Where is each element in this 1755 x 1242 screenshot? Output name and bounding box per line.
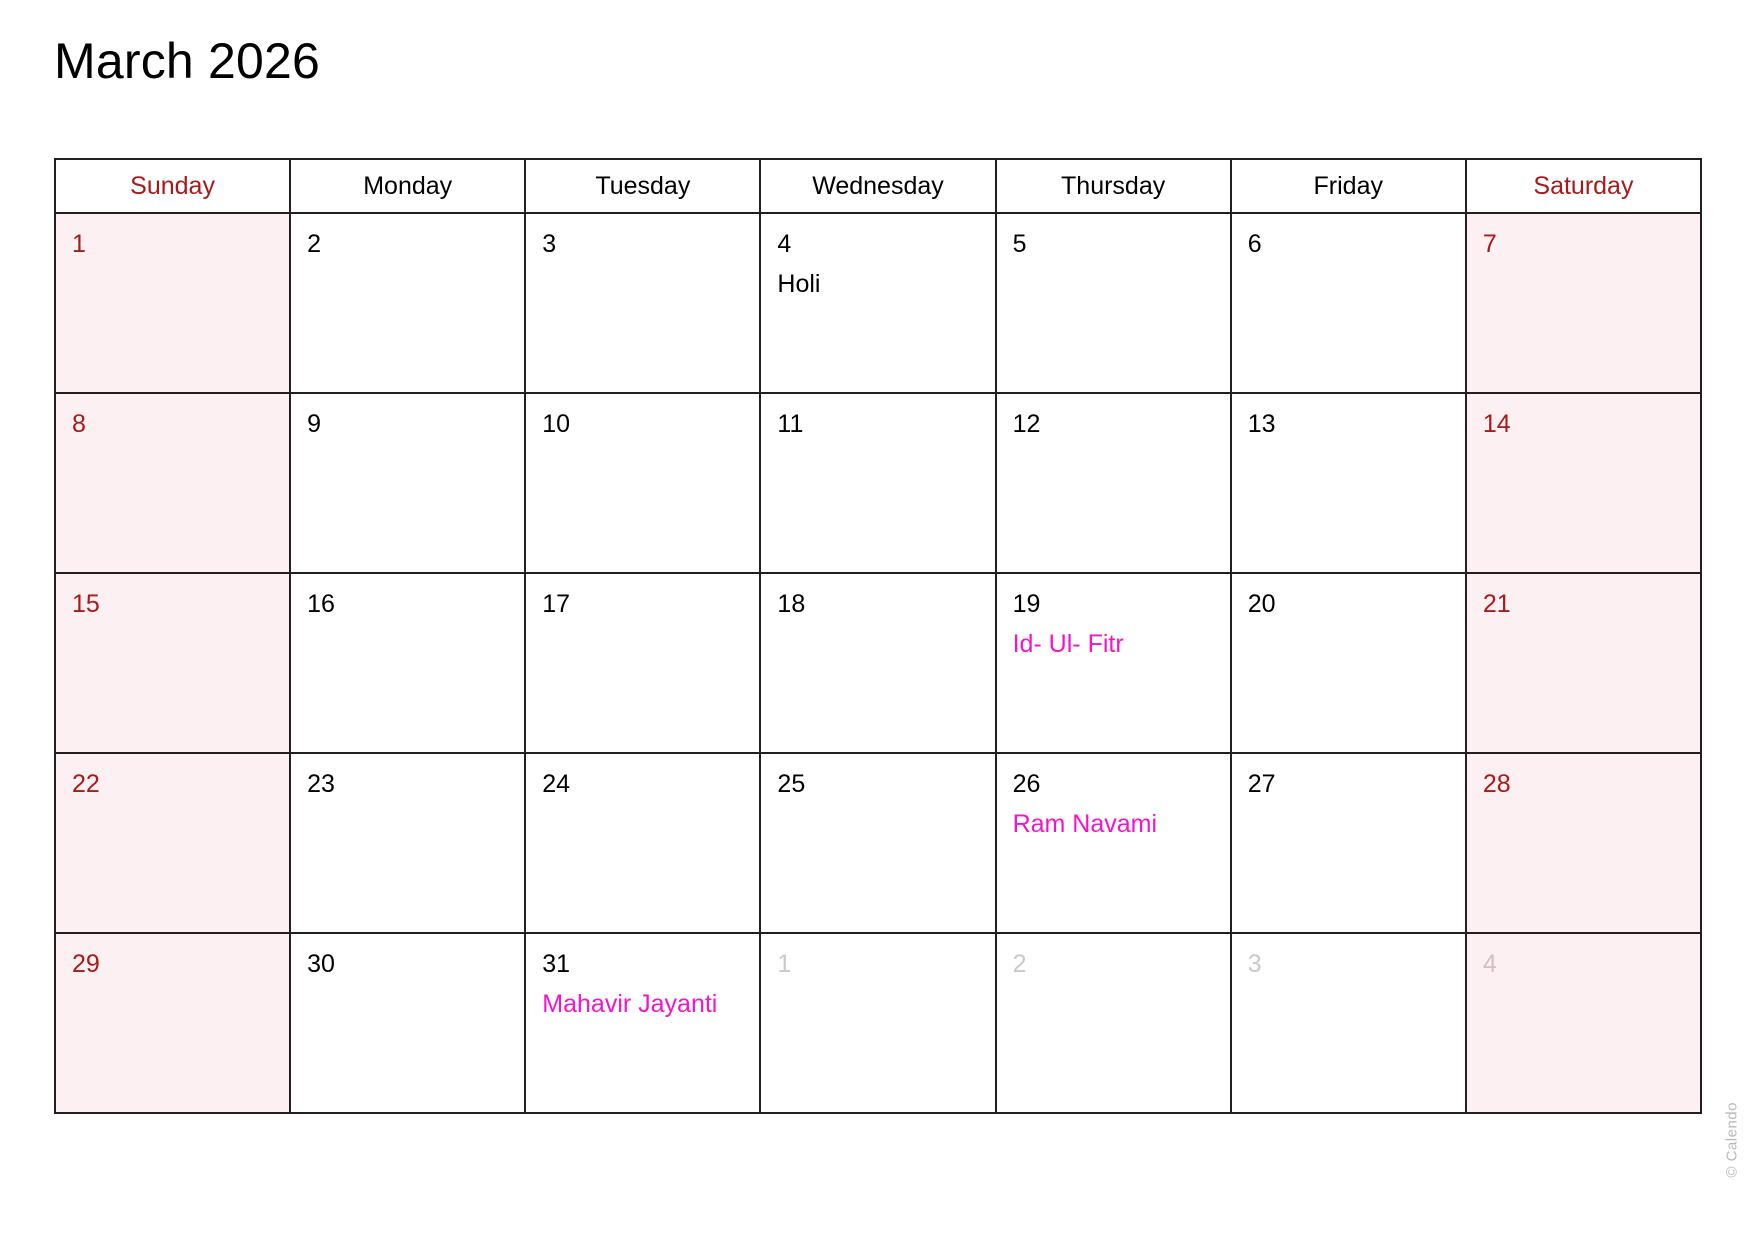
day-number: 19	[1012, 590, 1041, 618]
day-cell[interactable]	[290, 393, 525, 573]
day-cell[interactable]	[525, 573, 760, 753]
calendar-body	[55, 213, 1701, 1113]
calendar-week-row	[55, 213, 1701, 393]
day-cell[interactable]	[1466, 393, 1701, 573]
day-number: 2	[307, 230, 322, 258]
day-cell[interactable]	[290, 213, 525, 393]
day-number: 17	[542, 590, 571, 618]
day-number: 26	[1012, 770, 1041, 798]
day-number: 24	[542, 770, 571, 798]
day-number: 4	[1482, 950, 1497, 978]
day-cell[interactable]	[760, 573, 995, 753]
day-number: 13	[1247, 410, 1276, 438]
day-number: 27	[1247, 770, 1276, 798]
day-cell[interactable]	[525, 213, 760, 393]
day-number: 8	[72, 410, 86, 438]
day-cell[interactable]	[525, 393, 760, 573]
day-cell[interactable]	[525, 753, 760, 933]
day-cell[interactable]	[1466, 213, 1701, 393]
day-number: 12	[1012, 410, 1041, 438]
day-event-label: Mahavir Jayanti	[542, 990, 718, 1018]
weekday-header-sunday: Sunday	[55, 159, 290, 213]
watermark-label: © Calendo	[1724, 1102, 1741, 1178]
calendar-week-row	[55, 393, 1701, 573]
day-number: 1	[777, 950, 792, 978]
page-title: March 2026	[54, 33, 321, 89]
day-cell[interactable]	[996, 933, 1231, 1113]
day-cell[interactable]	[1231, 933, 1466, 1113]
weekday-header-wednesday: Wednesday	[760, 159, 995, 213]
day-number: 21	[1482, 590, 1511, 618]
day-cell[interactable]	[55, 393, 290, 573]
day-number: 16	[307, 590, 335, 618]
day-number: 31	[542, 950, 571, 978]
day-number: 22	[72, 770, 100, 798]
day-cell[interactable]	[760, 213, 995, 393]
calendar-week-row	[55, 933, 1701, 1113]
weekday-header-monday: Monday	[290, 159, 525, 213]
day-cell[interactable]	[290, 753, 525, 933]
day-number: 6	[1247, 230, 1262, 258]
calendar-week-row	[55, 573, 1701, 753]
day-cell[interactable]	[760, 753, 995, 933]
day-cell[interactable]	[55, 573, 290, 753]
calendar-week-row	[55, 753, 1701, 933]
day-cell[interactable]	[1466, 753, 1701, 933]
day-cell[interactable]	[760, 393, 995, 573]
day-cell[interactable]	[996, 393, 1231, 573]
day-event-label: Holi	[777, 270, 821, 298]
day-cell[interactable]	[1466, 573, 1701, 753]
day-cell[interactable]	[1231, 573, 1466, 753]
day-cell[interactable]	[55, 933, 290, 1113]
day-number: 30	[307, 950, 335, 978]
day-cell[interactable]	[1231, 393, 1466, 573]
day-number: 5	[1012, 230, 1027, 258]
weekday-header-saturday: Saturday	[1466, 159, 1701, 213]
day-cell[interactable]	[290, 573, 525, 753]
day-cell[interactable]	[996, 213, 1231, 393]
day-number: 10	[542, 410, 571, 438]
day-cell[interactable]	[1466, 933, 1701, 1113]
weekday-header-tuesday: Tuesday	[525, 159, 760, 213]
weekday-header-friday: Friday	[1231, 159, 1466, 213]
day-number: 18	[777, 590, 806, 618]
day-cell[interactable]	[760, 933, 995, 1113]
calendar-header-row	[55, 159, 1701, 213]
day-event-label: Ram Navami	[1012, 810, 1158, 838]
month-calendar-table	[54, 158, 1702, 1114]
day-cell[interactable]	[1231, 213, 1466, 393]
day-cell[interactable]	[996, 573, 1231, 753]
day-cell[interactable]	[55, 213, 290, 393]
day-cell[interactable]	[55, 753, 290, 933]
day-number: 23	[307, 770, 335, 798]
day-number: 7	[1482, 230, 1497, 258]
day-number: 14	[1482, 410, 1511, 438]
day-number: 29	[72, 950, 100, 978]
day-number: 9	[307, 410, 322, 438]
day-cell[interactable]	[290, 933, 525, 1113]
day-cell[interactable]	[525, 933, 760, 1113]
day-event-label: Id- Ul- Fitr	[1012, 630, 1124, 658]
day-cell[interactable]	[1231, 753, 1466, 933]
day-number: 3	[1247, 950, 1262, 978]
day-number: 11	[777, 410, 804, 438]
weekday-header-thursday: Thursday	[996, 159, 1231, 213]
day-number: 15	[72, 590, 100, 618]
day-number: 20	[1247, 590, 1276, 618]
day-number: 3	[542, 230, 557, 258]
day-number: 25	[777, 770, 806, 798]
day-number: 4	[777, 230, 792, 258]
day-number: 28	[1482, 770, 1511, 798]
day-cell[interactable]	[996, 753, 1231, 933]
weekday-header-row	[55, 159, 1701, 213]
day-number: 1	[72, 230, 86, 258]
day-number: 2	[1012, 950, 1027, 978]
